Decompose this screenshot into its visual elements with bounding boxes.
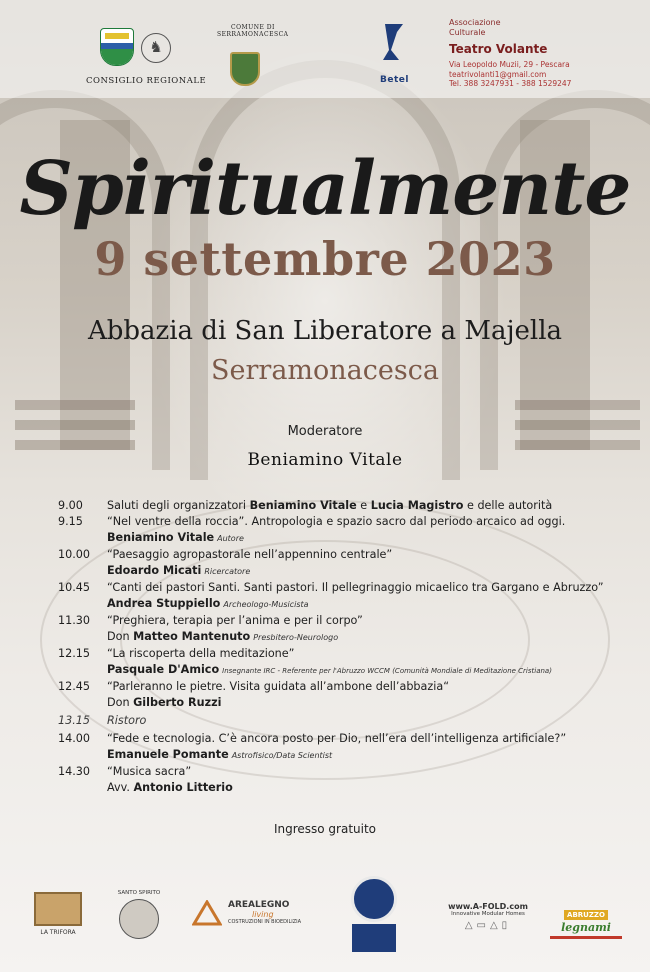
program-item [58,731,618,764]
teatro-email: teatrivolanti1@gmail.com [449,69,547,79]
talk-title: “Parleranno le pietre. Visita guidata all’ambone dell’abbazia“ [107,680,450,693]
program-item: 11.30 “Preghiera, terapia per l’anima e per il corpo” Don Matteo Mantenuto Presbitero-Neurologo [58,613,618,646]
betel-label: Betel [380,75,409,85]
program-time: 9.15 [58,515,83,528]
talk-title: “Canti dei pastori Santi. Santi pastori. Il pellegrinaggio micaelico tra Gargano e Abruzzo” [107,581,604,594]
program-item: 14.30 “Musica sacra” Avv. Antonio Litterio [58,764,618,796]
program-item [58,580,618,613]
talk-title: “Paesaggio agropastorale nell’appennino centrale” [107,548,393,561]
speaker-role: Presbitero-Neurologo [253,633,339,642]
speaker-name: Lucia Magistro [370,499,464,512]
program-break-item [58,713,618,729]
program-time: 10.45 [58,581,91,594]
program-time: 13.15 [58,714,91,727]
sponsor-logos [0,868,650,972]
speaker-name: Andrea Stuppiello [107,597,221,610]
event-venue: Abbazia di San Liberatore a Majella [87,316,563,346]
trifora-window-icon [34,892,82,926]
break-label: Ristoro [107,714,147,727]
free-entry-label: Ingresso gratuito [273,822,377,836]
teatro-line1: Associazione [449,18,501,27]
speaker-role: Archeologo-Musicista [223,600,309,609]
teatro-phone: Tel. 388 3247931 - 388 1529247 [449,79,572,88]
speaker-name: Beniamino Vitale [249,499,357,512]
underline-decoration [550,936,622,939]
program-time: 14.00 [58,732,91,745]
event-date: 9 settembre 2023 [94,232,556,286]
round-badge-icon [351,876,397,922]
abruzzo-legnami-logo: ABRUZZO legnami [544,902,628,939]
regional-council-emblem-icon: ♞ [141,33,171,63]
speaker-role: Insegnante IRC - Referente per l'Abruzzo WCCM (Comunità Mondiale di Meditazione Cristiana) [222,667,552,675]
moderator-label: Moderatore [287,424,363,439]
comune-label-line1: COMUNE DI [231,24,275,31]
talk-title: “Musica sacra” [107,765,192,778]
program-time: 12.45 [58,680,91,693]
comune-crest-icon [230,52,260,86]
talk-title: “Fede e tecnologia. C’è ancora posto per Dio, nell’era dell’intelligenza artificiale?” [107,732,567,745]
program-time: 14.30 [58,765,91,778]
program-time: 10.00 [58,548,91,561]
speaker-name: Emanuele Pomante [107,748,229,761]
arealegno-logo: AREALEGNO living COSTRUZIONI IN BIOEDILIZIA [192,900,312,925]
program-item [58,646,618,679]
speaker-role: Ricercatore [204,567,251,576]
module-icons: △▭△▯ [464,920,512,931]
contact-box-decoration [352,924,396,952]
local-business-logo [349,876,399,952]
program-item [58,547,618,580]
header-logos [0,0,650,98]
program-time: 11.30 [58,614,91,627]
talk-title: “La riscoperta della meditazione” [107,647,295,660]
speaker-role: Autore [217,534,244,543]
speaker-name: Edoardo Micati [107,564,202,577]
moderator-name: Beniamino Vitale [247,450,403,470]
event-title: Spiritualmente [19,146,631,232]
arealegno-triangle-icon [192,900,222,926]
santo-spirito-seal-icon [119,899,159,939]
santo-spirito-logo: SANTO SPIRITO [110,890,168,939]
la-trifora-logo: LA TRIFORA [30,892,86,936]
program-item: 12.45 “Parleranno le pietre. Visita guidata all’ambone dell’abbazia“ Don Gilberto Ruzzi [58,679,618,711]
comune-label-line2: SERRAMONACESCA [217,31,289,38]
pew-decoration [15,400,135,410]
teatro-line2: Culturale [449,28,486,37]
abruzzo-region-logo [100,28,134,66]
teatro-volante-block [449,18,571,89]
speaker-name: Gilberto Ruzzi [133,696,222,709]
speaker-name: Matteo Mantenuto [133,630,251,643]
event-town: Serramonacesca [211,355,439,386]
program-time: 12.15 [58,647,91,660]
talk-title: “Preghiera, terapia per l’anima e per il corpo” [107,614,363,627]
pew-decoration [515,400,640,410]
speaker-name: Pasquale D'Amico [107,663,220,676]
program-time: 9.00 [58,499,83,512]
speaker-name: Beniamino Vitale [107,531,215,544]
speaker-role: Astrofisico/Data Scientist [231,751,333,760]
pew-decoration [515,440,640,450]
program-schedule [58,498,618,796]
betel-logo-icon [377,20,411,70]
program-item: 9.00 Saluti degli organizzatori Beniamino Vitale e Lucia Magistro e delle autorità [58,499,553,512]
a-fold-logo: www.A-FOLD.com Innovative Modular Homes △▭△▯ [438,902,538,931]
program-item [58,514,618,547]
teatro-address: Via Leopoldo Muzii, 29 - Pescara [449,60,570,69]
consiglio-regionale-label: CONSIGLIO REGIONALE [86,76,207,86]
talk-title: “Nel ventre della roccia”. Antropologia e spazio sacro dal periodo arcaico ad oggi. [107,515,566,528]
pew-decoration [15,440,135,450]
teatro-name: Teatro Volante [449,42,548,56]
speaker-name: Antonio Litterio [133,781,233,794]
